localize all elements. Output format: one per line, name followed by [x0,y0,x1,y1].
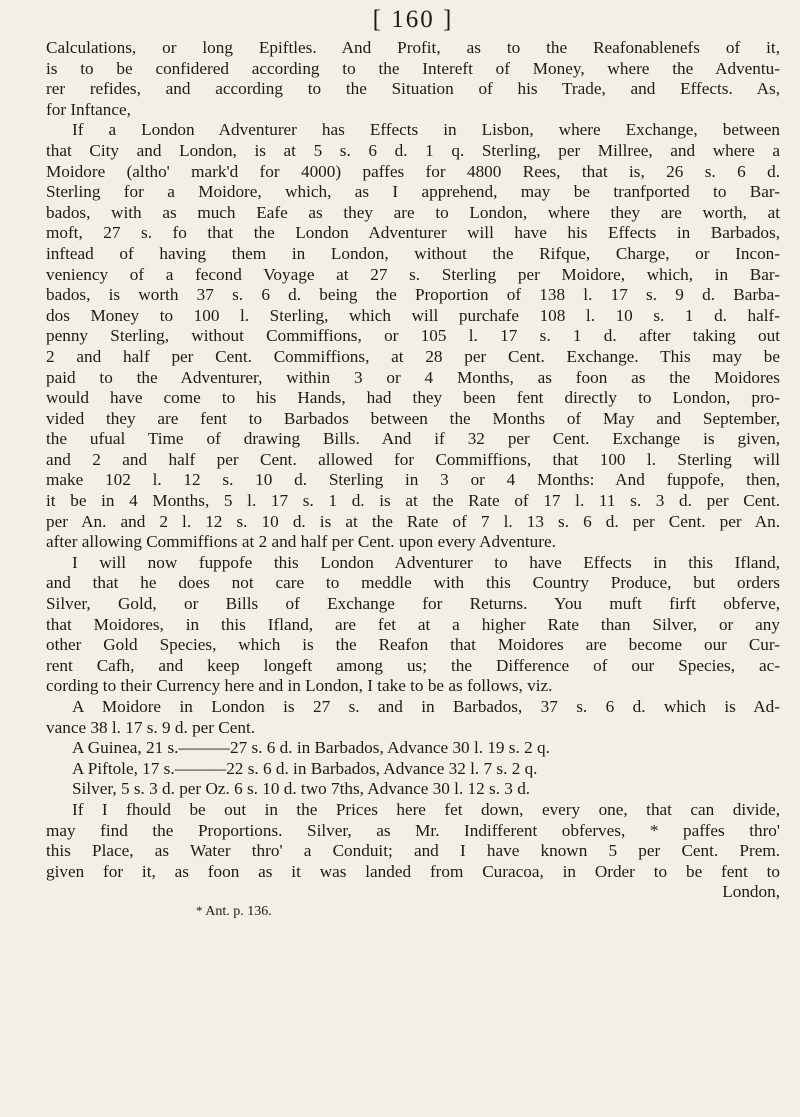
text-line: after allowing Commiffions at 2 and half per Cent. upon every Adventure. [46,532,556,552]
text-line: Moidore (altho' mark'd for 4000) paffes for 4800 Rees, that is, 26 s. 6 d. [46,161,780,181]
text-line: vided they are fent to Barbados between the Months of May and September, [46,408,780,428]
footnote-text: Ant. p. 136. [205,903,272,919]
text-line: make 102 l. 12 s. 10 d. Sterling in 3 or 4 Months: And fuppofe, then, [46,470,780,490]
text-line: moft, 27 s. fo that the London Adventurer will have his Effects in Barbados, [46,223,780,243]
page-number: [ 160 ] [372,6,454,33]
text-line: that Moidores, in this Ifland, are fet at a higher Rate than Silver, or any [46,614,780,634]
text-line: may find the Proportions. Silver, as Mr. Indifferent obferves, * paffes thro' [46,820,780,840]
text-line: is to be confidered according to the Intereft of Money, where the Adventu- [46,58,780,78]
text-line: I will now fuppofe this London Adventurer to have Effects in this Ifland, [72,552,780,572]
text-line: for Inftance, [46,99,131,119]
text-line: A Moidore in London is 27 s. and in Barbados, 37 s. 6 d. which is Ad- [72,697,780,716]
text-line: A Guinea, 21 s.———27 s. 6 d. in Barbados, Advance 30 l. 19 s. 2 q. [72,738,550,758]
text-line: If a London Adventurer has Effects in Lisbon, where Exchange, between [72,120,780,140]
text-line: bados, is worth 37 s. 6 d. being the Proportion of 138 l. 17 s. 9 d. Barba- [46,285,780,305]
text-line: given for it, as foon as it was landed from Curacoa, in Order to be fent to [46,861,780,881]
text-line: 2 and half per Cent. Commiffions, at 28 per Cent. Exchange. This may be [46,346,780,366]
text-line: Calculations, or long Epiftles. And Profit, as to the Reafonablenefs of it, [46,38,780,57]
text-line: per An. and 2 l. 12 s. 10 d. is at the Rate of 7 l. 13 s. 6 d. per Cent. per An. [46,511,780,531]
text-line: Sterling for a Moidore, which, as I apprehend, may be tranfported to Bar- [46,182,780,202]
text-line: penny Sterling, without Commiffions, or 105 l. 17 s. 1 d. after taking out [46,326,780,346]
text-line: that City and London, is at 5 s. 6 d. 1 q. Sterling, per Millree, and where a [46,140,780,160]
text-line: this Place, as Water thro' a Conduit; and I have known 5 per Cent. Prem. [46,841,780,861]
text-line: would have come to his Hands, had they been fent directly to London, pro- [46,388,780,408]
text-line: London, [722,882,780,902]
text-line: veniency of a fecond Voyage at 27 s. Sterling per Moidore, which, in Bar- [46,264,780,284]
text-line: Silver, Gold, or Bills of Exchange for Returns. You muft firft obferve, [46,594,780,614]
text-line: Silver, 5 s. 3 d. per Oz. 6 s. 10 d. two 7ths, Advance 30 l. 12 s. 3 d. [72,779,531,799]
body-text [46,38,780,903]
text-line: bados, with as much Eafe as they are to London, where they are worth, at [46,202,780,222]
text-line: cording to their Currency here and in London, I take to be as follows, viz. [46,676,553,696]
text-line: vance 38 l. 17 s. 9 d. per Cent. [46,717,256,737]
text-line: and 2 and half per Cent. allowed for Commiffions, that 100 l. Sterling will [46,449,780,469]
text-line: rer refides, and according to the Situation of his Trade, and Effects. As, [46,79,780,99]
text-line: If I fhould be out in the Prices here fet down, every one, that can divide, [72,799,780,819]
text-line: other Gold Species, which is the Reafon that Moidores are become our Cur- [46,635,780,655]
footnote [46,903,780,920]
text-line: it be in 4 Months, 5 l. 17 s. 1 d. is at the Rate of 17 l. 11 s. 3 d. per Cent. [46,491,780,511]
text-line: rent Cafh, and keep longeft among us; the Difference of our Species, ac- [46,655,780,675]
text-line: paid to the Adventurer, within 3 or 4 Months, as foon as the Moidores [46,367,780,387]
text-line: dos Money to 100 l. Sterling, which will purchafe 108 l. 10 s. 1 d. half- [46,305,780,325]
text-line: the ufual Time of drawing Bills. And if 32 per Cent. Exchange is given, [46,429,780,449]
text-line: A Piftole, 17 s.———22 s. 6 d. in Barbados, Advance 32 l. 7 s. 2 q. [72,758,538,778]
text-line: inftead of having them in London, without the Rifque, Charge, or Incon- [46,243,780,263]
text-line: and that he does not care to meddle with this Country Produce, but orders [46,573,780,593]
footnote-mark: * [196,902,203,918]
